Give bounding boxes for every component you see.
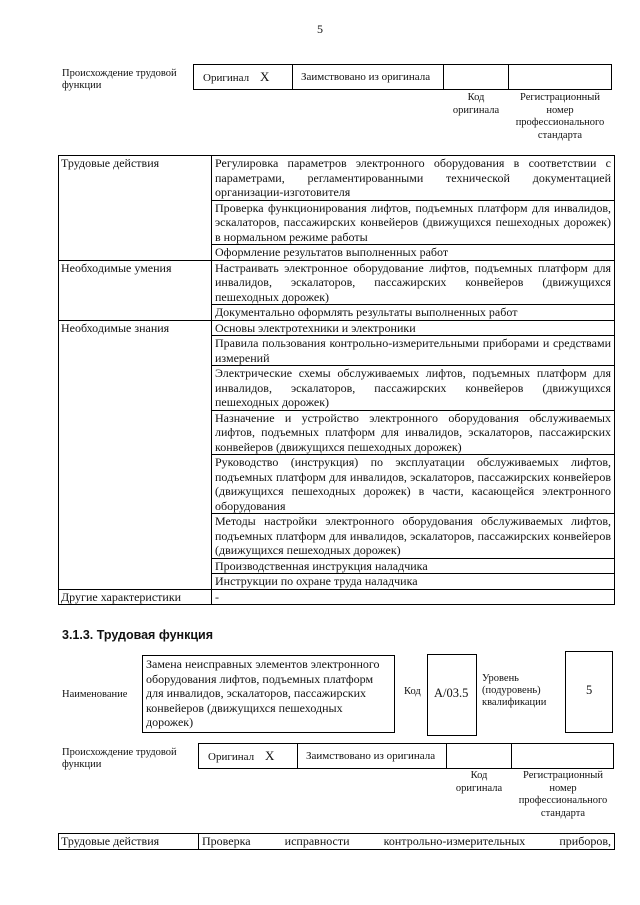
function-name-box <box>142 655 395 733</box>
table-cell: Производственная инструкция наладчика <box>212 558 615 574</box>
original-mark: X <box>265 748 275 763</box>
code-original-caption: Код оригинала <box>452 92 500 116</box>
level-value: 5 <box>586 683 593 697</box>
borrowed-text: Заимствовано из оригинала <box>306 750 436 762</box>
table-row <box>59 410 615 455</box>
reg-number-cell <box>508 64 612 90</box>
code-original-caption: Код оригинала <box>455 770 503 794</box>
table-cell: Документально оформлять результаты выполненных работ <box>212 305 615 321</box>
original-cell <box>198 743 298 769</box>
original-text: Оригинал <box>208 751 255 763</box>
row-label: Необходимые знания <box>59 320 212 336</box>
original-text: Оригинал <box>203 72 250 84</box>
table-cell: Настраивать электронное оборудование лифтов, подъемных платформ для инвалидов, эскалаторов, пассажирских конвейеров (движущихся пешеходных дорожек) <box>212 260 615 305</box>
table-cell: Оформление результатов выполненных работ <box>212 245 615 261</box>
table-row <box>59 558 615 574</box>
table-cell: Электрические схемы обслуживаемых лифтов, подъемных платформ для инвалидов, эскалаторов, пассажирских конвейеров (движущихся пешеходных дорожек) <box>212 366 615 411</box>
origin-label: Происхождение трудовой функции <box>62 68 177 91</box>
origin-label: Происхождение трудовой функции <box>62 747 177 770</box>
row-label: Необходимые умения <box>59 260 212 305</box>
table-row <box>59 320 615 336</box>
table-row <box>59 336 615 366</box>
table-cell: Правила пользования контрольно-измерительными приборами и средствами измерений <box>212 336 615 366</box>
table-row <box>59 305 615 321</box>
reg-number-caption: Регистрационный номер профессионального стандарта <box>518 770 608 819</box>
level-label: Уровень (подуровень) квалификации <box>482 673 547 708</box>
table-cell: - <box>212 589 615 605</box>
name-label: Наименование <box>62 689 128 700</box>
table-row <box>59 260 615 305</box>
table-cell: Регулировка параметров электронного оборудования в соответствии с параметрами, регламентированными технической документацией организации-изготовителя <box>212 156 615 201</box>
reg-number-caption: Регистрационный номер профессионального стандарта <box>515 92 605 141</box>
borrowed-cell <box>292 64 444 90</box>
work-function-table <box>58 155 615 605</box>
table-cell: Методы настройки электронного оборудования обслуживаемых лифтов, подъемных платформ для инвалидов, эскалаторов, пассажирских конвейеров (движущихся пешеходных дорожек) <box>212 514 615 559</box>
borrowed-cell <box>297 743 447 769</box>
code-label: Код <box>404 686 421 697</box>
table-row <box>59 589 615 605</box>
borrowed-text: Заимствовано из оригинала <box>301 71 431 83</box>
work-function-table-2 <box>58 833 615 850</box>
table-row <box>59 366 615 411</box>
table-row <box>59 200 615 245</box>
row-label: Трудовые действия <box>59 834 199 850</box>
table-cell: Руководство (инструкция) по эксплуатации обслуживаемых лифтов, подъемных платформ для инвалидов, эскалаторов, пассажирских конвейеров (движущихся пешеходных дорожек) в части, касающейся электронного оборудования <box>212 455 615 514</box>
table-row <box>59 455 615 514</box>
level-box <box>565 651 613 733</box>
table-row <box>59 514 615 559</box>
table-cell: Основы электротехники и электроники <box>212 320 615 336</box>
original-cell <box>193 64 293 90</box>
row-label: Другие характеристики <box>59 589 212 605</box>
reg-number-cell <box>511 743 614 769</box>
row-label: Трудовые действия <box>59 156 212 201</box>
table-cell: Инструкции по охране труда наладчика <box>212 574 615 590</box>
page-number: 5 <box>317 22 323 36</box>
original-mark: X <box>260 69 270 84</box>
function-name: Замена неисправных элементов электронного оборудования лифтов, подъемных платформ для инвалидов, эскалаторов, пассажирских конвейеров (движущихся пешеходных дорожек) <box>146 657 380 729</box>
table-row <box>59 574 615 590</box>
code-original-cell <box>443 64 509 90</box>
table-row <box>59 156 615 201</box>
table-cell: Назначение и устройство электронного оборудования обслуживаемых лифтов, подъемных платформ для инвалидов, эскалаторов, пассажирских конвейеров (движущихся пешеходных дорожек) <box>212 410 615 455</box>
code-original-cell <box>446 743 512 769</box>
table-row <box>59 834 615 850</box>
table-row <box>59 245 615 261</box>
code-value: A/03.5 <box>434 686 469 700</box>
section-heading: 3.1.3. Трудовая функция <box>62 628 214 642</box>
table-cell: Проверка исправности контрольно-измерительных приборов, <box>199 834 615 850</box>
code-box <box>427 654 477 736</box>
table-cell: Проверка функционирования лифтов, подъемных платформ для инвалидов, эскалаторов, пассажирских конвейеров (движущихся пешеходных дорожек) в нормальном режиме работы <box>212 200 615 245</box>
